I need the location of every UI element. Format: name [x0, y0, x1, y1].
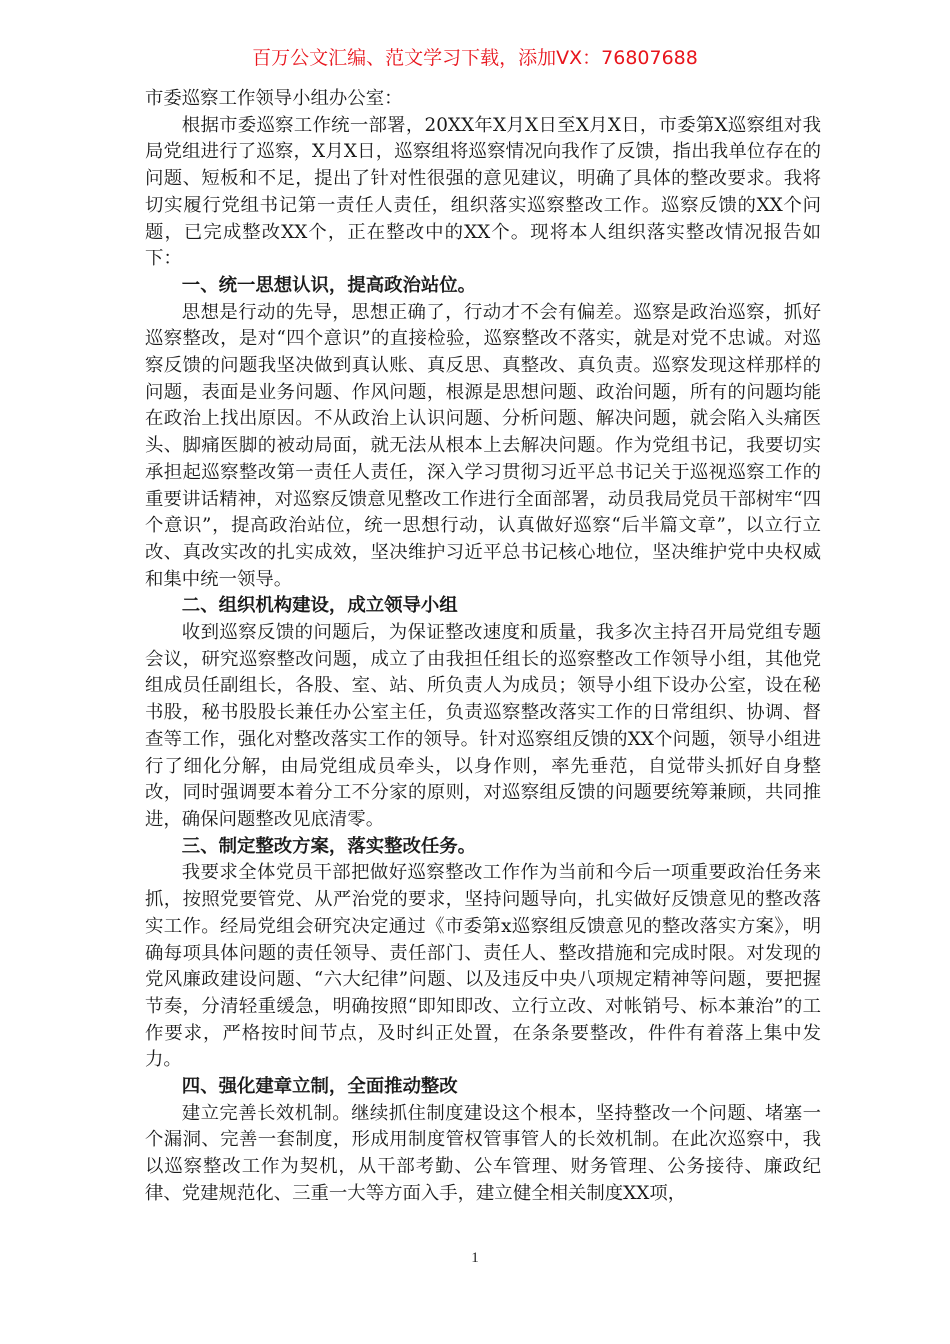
section-paragraph: 收到巡察反馈的问题后，为保证整改速度和质量，我多次主持召开局党组专题会议，研究巡察整改问题，成立了由我担任组长的巡察整改工作领导小组，其他党组成员任副组长，各股、室、站、所负责人为成员；领导小组下设办公室，设在秘书股，秘书股股长兼任办公室主任，负责巡察整改落实工作的日常组织、协调、督查等工作，强化对整改落实工作的领导。针对巡察组反馈的XX个问题，领导小组进行了细化分解，由局党组成员牵头，以身作则，率先垂范，自觉带头抓好自身整改，同时强调要本着分工不分家的原则，对巡察组反馈的问题要统筹兼顾，共同推进，确保问题整改见底清零。	[145, 622, 821, 830]
section-heading: 三、制定整改方案，落实整改任务。	[181, 835, 477, 857]
watermark-banner: 百万公文汇编、范文学习下载，添加VX：76807688	[252, 47, 698, 69]
document-body	[145, 86, 821, 1208]
section-paragraph: 思想是行动的先导，思想正确了，行动才不会有偏差。巡察是政治巡察，抓好巡察整改，是对“四个意识”的直接检验，巡察整改不落实，就是对党不忠诚。对巡察反馈的问题我坚决做到真认账、真反思、真整改、真负责。巡察发现这样那样的问题，表面是业务问题、作风问题，根源是思想问题、政治问题，所有的问题均能在政治上找出原因。不从政治上认识问题、分析问题、解决问题，就会陷入头痛医头、脚痛医脚的被动局面，就无法从根本上去解决问题。作为党组书记，我要切实承担起巡察整改第一责任人责任，深入学习贯彻习近平总书记关于巡视巡察工作的重要讲话精神，对巡察反馈意见整改工作进行全面部署，动员我局党员干部树牢“四个意识”，提高政治站位，统一思想行动，认真做好巡察“后半篇文章”，以立行立改、真改实改的扎实成效，坚决维护习近平总书记核心地位，坚决维护党中央权威和集中统一领导。	[145, 301, 821, 590]
section-heading: 二、组织机构建设，成立领导小组	[181, 595, 458, 617]
section-paragraph: 我要求全体党员干部把做好巡察整改工作作为当前和今后一项重要政治任务来抓，按照党要管党、从严治党的要求，坚持问题导向，扎实做好反馈意见的整改落实工作。经局党组会研究决定通过《市委第x巡察组反馈意见的整改落实方案》，明确每项具体问题的责任领导、责任部门、责任人、整改措施和完成时限。对发现的党风廉政建设问题、“六大纪律”问题、以及违反中央八项规定精神等问题，要把握节奏，分清轻重缓急，明确按照“即知即改、立行立改、对帐销号、标本兼治”的工作要求，严格按时间节点，及时纠正处置，在条条要整改，件件有着落上集中发力。	[145, 862, 821, 1071]
intro-paragraph: 根据市委巡察工作统一部署，20XX年X月X日至X月X日，市委第X巡察组对我局党组进行了巡察，X月X日，巡察组将巡察情况向我作了反馈，指出我单位存在的问题、短板和不足，提出了针对性很强的意见建议，明确了具体的整改要求。我将切实履行党组书记第一责任人责任，组织落实巡察整改工作。巡察反馈的XX个问题，已完成整改XX个，正在整改中的XX个。现将本人组织落实整改情况报告如下：	[145, 114, 821, 270]
page-number: 1	[471, 1250, 479, 1266]
section-paragraph: 建立完善长效机制。继续抓住制度建设这个根本，坚持整改一个问题、堵塞一个漏洞、完善一套制度，形成用制度管权管事管人的长效机制。在此次巡察中，我以巡察整改工作为契机，从干部考勤、公车管理、财务管理、公务接待、廉政纪律、党建规范化、三重一大等方面入手，建立健全相关制度XX项，	[145, 1102, 821, 1204]
salutation: 市委巡察工作领导小组办公室：	[145, 88, 403, 109]
section-heading: 一、统一思想认识，提高政治站位。	[181, 274, 477, 296]
section-heading: 四、强化建章立制，全面推动整改	[181, 1076, 458, 1098]
